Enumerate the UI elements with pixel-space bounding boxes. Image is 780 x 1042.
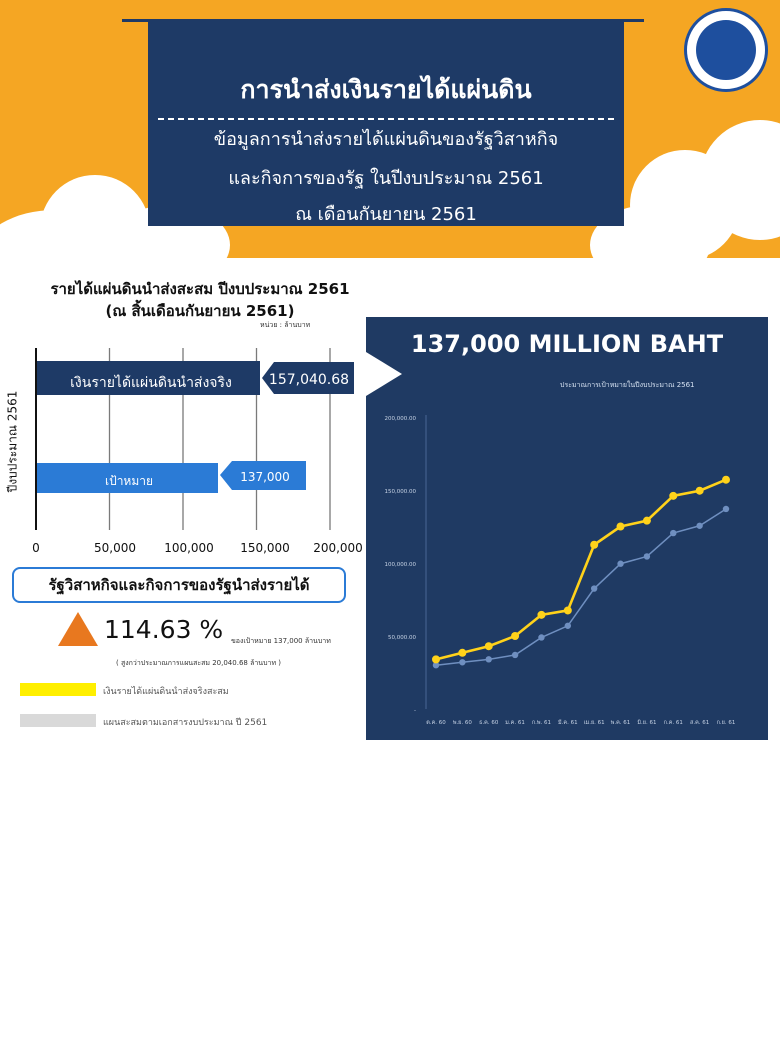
y-axis-label: ปีงบประมาณ 2561 bbox=[5, 390, 20, 493]
data-point bbox=[486, 656, 492, 662]
series-line bbox=[436, 480, 726, 660]
unit-note: หน่วย : ล้านบาท bbox=[260, 321, 311, 329]
series-line bbox=[436, 509, 726, 665]
x-tick-label: ส.ค. 61 bbox=[689, 720, 710, 726]
x-tick-label: 200,000 bbox=[313, 541, 363, 555]
line-chart bbox=[366, 317, 768, 740]
data-point bbox=[458, 649, 466, 657]
data-point bbox=[670, 530, 676, 536]
up-triangle-icon bbox=[58, 612, 98, 646]
data-point bbox=[643, 517, 651, 525]
legend-text-actual: เงินรายได้แผ่นดินนำส่งจริงสะสม bbox=[103, 687, 229, 697]
bar-actual-value: 157,040.68 bbox=[268, 372, 350, 388]
y-tick-label: 100,000.00 bbox=[384, 562, 416, 568]
data-point bbox=[538, 634, 544, 640]
x-tick-label: 150,000 bbox=[240, 541, 290, 555]
data-point bbox=[432, 655, 440, 663]
bar-actual-label: เงินรายได้แผ่นดินนำส่งจริง bbox=[70, 375, 232, 391]
left-chart-title bbox=[30, 278, 370, 322]
data-point bbox=[591, 585, 597, 591]
x-tick-label: 0 bbox=[32, 541, 40, 555]
data-point bbox=[565, 623, 571, 629]
title-divider bbox=[158, 118, 614, 120]
left-chart-title-line-1: รายได้แผ่นดินนำส่งสะสม ปีงบประมาณ 2561 bbox=[50, 280, 350, 298]
summary-box: รัฐวิสาหกิจและกิจการของรัฐนำส่งรายได้ bbox=[12, 567, 346, 603]
data-point bbox=[669, 492, 677, 500]
x-tick-label: ก.พ. 61 bbox=[531, 720, 552, 726]
legend-swatch-actual bbox=[20, 683, 96, 696]
data-point bbox=[722, 476, 730, 484]
x-tick-label: มี.ค. 61 bbox=[558, 720, 578, 726]
x-tick-label: 100,000 bbox=[164, 541, 214, 555]
excess-note: ( สูงกว่าประมาณการแผนสะสม 20,040.68 ล้านบาท ) bbox=[116, 659, 282, 667]
data-point bbox=[617, 523, 625, 531]
horizontal-bar-chart bbox=[0, 330, 366, 530]
line-chart-subtitle: ประมาณการเป้าหมายในปีงบประมาณ 2561 bbox=[560, 381, 695, 389]
x-tick-label: ก.ค. 61 bbox=[663, 720, 683, 726]
data-point bbox=[723, 506, 729, 512]
x-tick-label: ธ.ค. 60 bbox=[479, 720, 499, 726]
x-tick-label: ต.ค. 60 bbox=[426, 720, 446, 726]
subtitle-line-2: และกิจการของรัฐ ในปีงบประมาณ 2561 bbox=[228, 168, 544, 189]
y-tick-label: 150,000.00 bbox=[384, 489, 416, 495]
x-tick-label: เม.ย. 61 bbox=[583, 720, 605, 726]
subtitle-line-1: ข้อมูลการนำส่งรายได้แผ่นดินของรัฐวิสาหกิจ bbox=[213, 129, 559, 150]
achievement-percent: 114.63 % bbox=[104, 615, 224, 644]
left-chart-title-line-2: (ณ สิ้นเดือนกันยายน 2561) bbox=[105, 302, 295, 320]
y-tick-label: 200,000.00 bbox=[384, 416, 416, 422]
x-tick-label: 50,000 bbox=[94, 541, 136, 555]
subtitle-line-3: ณ เดือนกันยายน 2561 bbox=[295, 204, 477, 225]
data-point bbox=[644, 553, 650, 559]
bar-target-label: เป้าหมาย bbox=[104, 474, 154, 488]
legend-text-plan: แผนสะสมตามเอกสารงบประมาณ ปี 2561 bbox=[103, 718, 268, 728]
line-chart-title: 137,000 MILLION BAHT bbox=[410, 330, 724, 358]
data-point bbox=[590, 541, 598, 549]
data-point bbox=[617, 561, 623, 567]
data-point bbox=[459, 659, 465, 665]
data-point bbox=[564, 606, 572, 614]
data-point bbox=[696, 523, 702, 529]
data-point bbox=[511, 632, 519, 640]
x-tick-label: ก.ย. 61 bbox=[716, 720, 736, 726]
y-tick-label: 50,000.00 bbox=[388, 635, 416, 641]
data-point bbox=[485, 642, 493, 650]
legend-swatch-plan bbox=[20, 714, 96, 727]
x-tick-label: มิ.ย. 61 bbox=[637, 720, 657, 726]
x-tick-label: ม.ค. 61 bbox=[505, 720, 525, 726]
data-point bbox=[696, 487, 704, 495]
bar-target-value: 137,000 bbox=[240, 470, 290, 484]
y-tick-label: - bbox=[414, 708, 416, 714]
page-title: การนำส่งเงินรายได้แผ่นดิน bbox=[240, 75, 532, 104]
data-point bbox=[512, 652, 518, 658]
x-tick-label: พ.ย. 60 bbox=[452, 720, 472, 726]
percent-note: ของเป้าหมาย 137,000 ล้านบาท bbox=[231, 637, 331, 645]
garuda-emblem-icon bbox=[696, 20, 756, 80]
x-tick-label: พ.ค. 61 bbox=[610, 720, 631, 726]
data-point bbox=[537, 611, 545, 619]
